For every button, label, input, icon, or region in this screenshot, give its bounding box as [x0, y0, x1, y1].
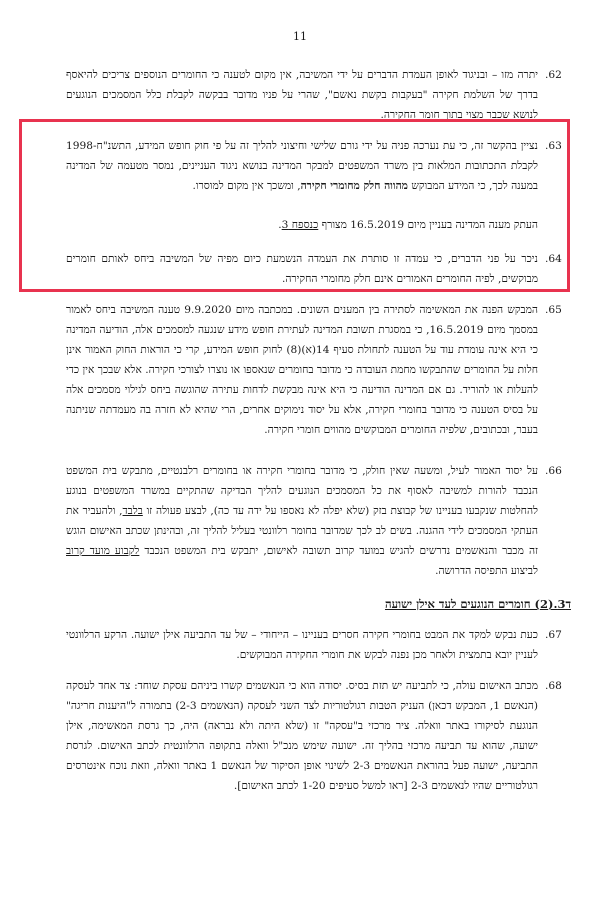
paragraph-number: .65 — [545, 304, 562, 316]
appendix-link[interactable]: כנספח 3 — [281, 219, 319, 231]
paragraph-number: .64 — [545, 253, 562, 265]
appendix-note: העתק מענה המדינה בעניין מיום 16.5.2019 מצורף כנספח 3. — [278, 219, 538, 231]
paragraph-number: .67 — [545, 629, 562, 641]
paragraph-67: כעת נבקש למקד את המבט בחומרי חקירה חסרים בעניינו – הייחודי – של עד התביעה אילן ישועה. הרקע הרלוונטי לעניין יובא בתמצית ולאחר מכן נפנה לבקש את חומרי החקירה המבוקשים. — [66, 629, 538, 661]
page-number: 11 — [293, 30, 307, 43]
paragraph-number: .63 — [545, 140, 562, 152]
paragraph-68: מכתב האישום עולה, כי לתביעה יש תזת בסיס. יסודה הוא כי הנאשמים קשרו ביניהם עסקת שוחד: צד אחד לעסקה (הנאשם 1, המבקש דכאן) העניק הטבות רגולטוריות לצד השני לעסקה (הנאשמים 2-3) בתמורה ל"היענות חריגה" הנוגעת לסיקורו באתר וואלה. ציר מרכזי ב"עסקה" זו (שלא היתה ולא נבראה) היה, כך גרסת המאשימה, אילן ישועה, שהוא עד תביעה מרכזי בהליך זה. ישועה שימש מנכ"ל וואלה בתקופה הרלוונטית לכתב האישום. לגרסת התביעה, ישועה פעל בהוראת הנאשמים 2-3 לשינוי אופן הסיקור של הנאשם 1 באתר וואלה, וזאת נוכח אינטרסים רגולטוריים שהיו לנאשמים 2-3 [ראו למשל סעיפים 1-20 לכתב האישום]. — [66, 680, 538, 792]
paragraph-64: ניכר על פני הדברים, כי עמדה זו סותרת את העמדה הנשמעת כיום מפיה של המשיבה ביחס לאותם חומרים מבוקשים, לפיה החומרים האמורים אינם חלק מחומרי החקירה. — [66, 253, 538, 285]
bold-phrase: מהווה חלק מחומרי חקירה — [300, 180, 408, 192]
paragraph-number: .62 — [545, 69, 562, 81]
paragraph-number: .66 — [545, 465, 562, 477]
section-heading: ד3.(2) חומרים הנוגעים לעד אילן ישועה — [384, 597, 571, 611]
paragraph-66: על יסוד האמור לעיל, ומשעה שאין חולק, כי מדובר בחומרי חקירה או בחומרים רלבנטיים, מתבקש בית המשפט הנכבד להורות למשיבה לאסוף את כל המסמכים הנוגעים להליך הבדיקה שהתקיים במשרד המשפטים בנוגע להחלטות שנקבעו בעניינו של קבוצת בזק (שלא יפלה לא נאספו על ידה עד כה), לבצע פעולה זו בלבד, ולהעביר את העתקי המסמכים לידי ההגנה. בשים לב לכך שמדובר בחומר רלוונטי בעליל להליך זה, ובהינתן שכתב האישום הוגש זה מכבר והנאשמים נדרשים להגיש במועד קרוב תשובה לאישום, יתבקש בית המשפט הנכבד לקבוע מועד קרוב לביצוע התפיסה הדרושה. — [66, 465, 538, 577]
highlight-box — [19, 119, 570, 292]
paragraph-62: יתרה מזו – ובניגוד לאופן העמדת הדברים על ידי המשיבה, אין מקום לטענה כי החומרים הנוספים צריכים להיאסף בדרך של השלמת חקירה "בעקבות בקשת נאשם", שהרי על פניו מדובר בבקשה לקבלת כלל המסמכים הנוגעים לנושא שכבר מצוי בתוך חומר החקירה. — [66, 69, 538, 121]
paragraph-63: נציין בהקשר זה, כי עת נערכה פניה על ידי גורם שלישי וחיצוני להליך זה על פי חוק חופש המידע, התשנ"ח-1998 לקבלת התכתובות המלאות בין משרד המשפטים למבקר המדינה בנושא ניגוד העניינים, נמסר מטעמה של המדינה במענה לכך, כי המידע המבוקש מהווה חלק מחומרי חקירה, ומשכך אין מקום למוסרו. — [66, 140, 538, 192]
paragraph-65: המבקש הפנה את המאשימה לסתירה בין המענים השונים. במכתבה מיום 9.9.2020 טענה המשיבה ביחס לאמור במסמך מיום 16.5.2019, כי במסגרת תשובת המדינה לעתירת חופש מידע שנגעה למסמכים אלה, הודיעה המדינה כי היא אינה עומדת עוד על הטענה לתחולת סעיף 14(א)(8) לחוק חופש המידע, קרי כי הוראות החוק האמור אינן חלות על החומרים שהתבקשו מחמת העובדה כי מדובר בחומרים שנאספו או נוצרו לצורכי חקירה. אלא שבכך אין כדי להעלות או להוריד. גם אם המדינה הודיעה כי היא אינה מבקשת לדחות עתירה שהוגשה ביחס לגילוי מסמכים אלה על בסיס הטענה כי מדובר בחומרי חקירה, אלא על יסוד נימוקים אחרים, הרי שהיא לא חזרה בה מעמדתה שניתנה בעבר, ובכתובים, שלפיה החומרים המבוקשים מהווים חומרי חקירה. — [66, 304, 538, 436]
paragraph-number: .68 — [545, 680, 562, 692]
